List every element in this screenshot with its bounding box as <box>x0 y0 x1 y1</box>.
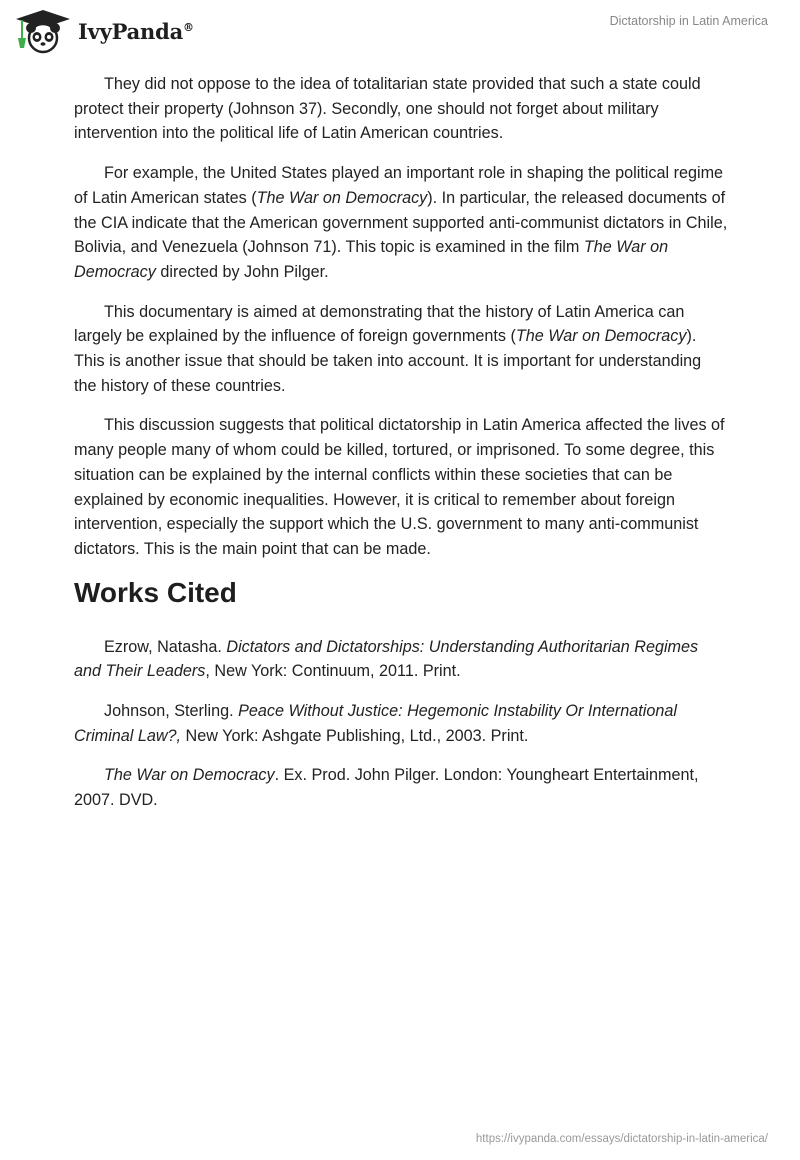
brand-name: IvyPanda® <box>78 18 194 44</box>
paragraph: This discussion suggests that political dictatorship in Latin America affected the lives of many people many of whom could be killed, tortured, or imprisoned. To some degree, this situation can be explained by the internal conflicts within these societies that can be explained by economic inequalities. However, it is critical to remember about foreign intervention, especially the support which the U.S. government to many anti-communist dictators. This is the main point that can be made. <box>74 416 725 558</box>
page-header <box>0 0 800 60</box>
reference-item: Ezrow, Natasha. Dictators and Dictatorships: Understanding Authoritarian Regimes and Their Leaders, New York: Continuum, 2011. Print. <box>74 637 699 681</box>
film-title: The War on Democracy <box>515 327 687 346</box>
paragraph: For example, the United States played an important role in shaping the political regime of Latin American states (The War on Democracy). In particular, the released documents of the CIA indicate that the American government supported anti-communist dictators in Chile, Bolivia, and Venezuela (Johnson 71). This topic is examined in the film The War on Democracy directed by John Pilger. <box>74 164 728 281</box>
source-url-link[interactable]: https://ivypanda.com/essays/dictatorship-in-latin-america/ <box>475 1133 768 1145</box>
works-cited-heading: Works Cited <box>74 576 237 608</box>
film-title: The War on Democracy <box>74 238 669 281</box>
document-title: Dictatorship in Latin America <box>609 14 768 28</box>
site-logo[interactable] <box>14 8 194 54</box>
reference-item: Johnson, Sterling. Peace Without Justice: Hegemonic Instability Or International Criminal Law?, New York: Ashgate Publishing, Ltd., 2003. Print. <box>74 702 678 745</box>
paragraph: They did not oppose to the idea of totalitarian state provided that such a state could protect their property (Johnson 37). Secondly, one should not forget about military intervention into the political life of Latin American countries. <box>74 75 701 143</box>
paragraph: This documentary is aimed at demonstrating that the history of Latin America can largely be explained by the influence of foreign governments (The War on Democracy). This is another issue that should be taken into account. It is important for understanding the history of these countries. <box>74 302 702 395</box>
reference-item: The War on Democracy. Ex. Prod. John Pilger. London: Youngheart Entertainment, 2007. DVD. <box>74 766 699 810</box>
film-title: The War on Democracy <box>256 188 428 207</box>
essay-content <box>74 72 728 828</box>
panda-logo-icon <box>14 8 72 54</box>
